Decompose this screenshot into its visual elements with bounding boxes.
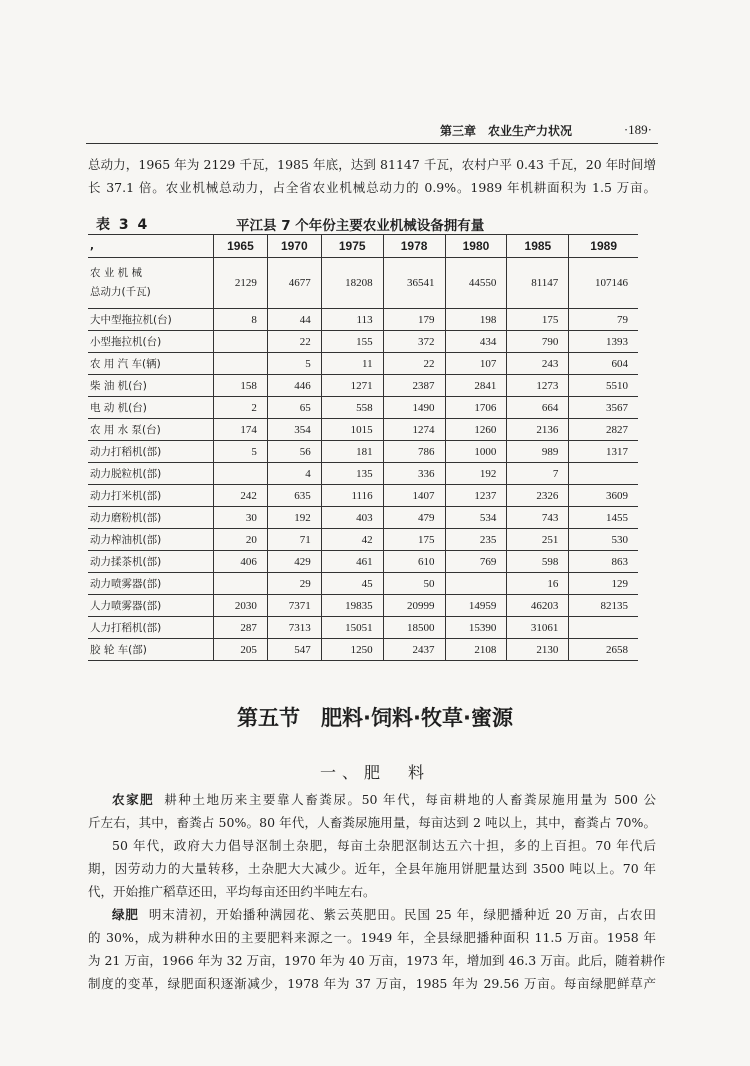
value-cell: 175	[507, 309, 569, 331]
value-cell: 20999	[383, 595, 445, 617]
value-cell	[569, 617, 638, 639]
value-cell: 3609	[569, 485, 638, 507]
value-cell: 2130	[507, 639, 569, 661]
value-cell: 65	[267, 397, 321, 419]
value-cell: 192	[267, 507, 321, 529]
value-cell: 2437	[383, 639, 445, 661]
value-cell: 863	[569, 551, 638, 573]
value-cell: 198	[445, 309, 507, 331]
value-cell: 547	[267, 639, 321, 661]
value-cell: 2841	[445, 375, 507, 397]
value-cell: 155	[321, 331, 383, 353]
table-label: 表 3 4	[96, 217, 150, 233]
value-cell: 5	[267, 353, 321, 375]
value-cell	[445, 573, 507, 595]
para-text: 耕种土地历来主要靠人畜粪尿。50 年代，每亩耕地的人畜粪尿施用量为 500 公	[164, 792, 656, 807]
value-cell: 46203	[507, 595, 569, 617]
value-cell: 15051	[321, 617, 383, 639]
value-cell	[569, 463, 638, 485]
value-cell: 135	[321, 463, 383, 485]
value-cell: 4	[267, 463, 321, 485]
value-cell: 192	[445, 463, 507, 485]
value-cell: 205	[214, 639, 268, 661]
value-cell: 429	[267, 551, 321, 573]
table-row	[88, 529, 638, 551]
header-rule	[86, 143, 658, 144]
term-label: 农家肥	[112, 792, 155, 807]
value-cell: 129	[569, 573, 638, 595]
value-cell: 242	[214, 485, 268, 507]
value-cell: 743	[507, 507, 569, 529]
value-cell: 2136	[507, 419, 569, 441]
year-header: 1970	[267, 235, 321, 258]
value-cell: 15390	[445, 617, 507, 639]
value-cell: 1393	[569, 331, 638, 353]
value-cell: 461	[321, 551, 383, 573]
table-row	[88, 617, 638, 639]
row-label: 动力打米机(部)	[88, 485, 214, 507]
para-line: 制度的变革，绿肥面积逐渐减少，1978 年为 37 万亩，1985 年为 29.56 万亩。每亩绿肥鲜草产	[88, 976, 656, 991]
table-row	[88, 375, 638, 397]
value-cell: 5510	[569, 375, 638, 397]
value-cell: 22	[383, 353, 445, 375]
table-title: 平江县 7 个年份主要农业机械设备拥有量	[236, 218, 485, 234]
table-row	[88, 485, 638, 507]
value-cell: 174	[214, 419, 268, 441]
chapter-title: 第三章 农业生产力状况	[440, 124, 573, 138]
value-cell: 175	[383, 529, 445, 551]
machinery-table	[88, 234, 638, 661]
row-label: 人力喷雾器(部)	[88, 595, 214, 617]
table-row	[88, 551, 638, 573]
para-line	[112, 907, 656, 923]
value-cell: 1015	[321, 419, 383, 441]
value-cell: 2387	[383, 375, 445, 397]
value-cell: 1407	[383, 485, 445, 507]
value-cell: 1273	[507, 375, 569, 397]
row-label: 人力打稻机(部)	[88, 617, 214, 639]
page-number: ·189·	[623, 122, 652, 137]
row-label: 动力榨油机(部)	[88, 529, 214, 551]
value-cell: 1455	[569, 507, 638, 529]
value-cell: 446	[267, 375, 321, 397]
section-title: 第五节 肥料·饲料·牧草·蜜源	[237, 706, 513, 730]
value-cell: 664	[507, 397, 569, 419]
value-cell: 786	[383, 441, 445, 463]
table-row	[88, 419, 638, 441]
intro-line: 长 37.1 倍。农业机械总动力，占全省农业机械总动力的 0.9%。1989 年机耕面积为 1.5 万亩。	[88, 180, 656, 195]
row-label: 动力打稻机(部)	[88, 441, 214, 463]
value-cell: 42	[321, 529, 383, 551]
value-cell: 2827	[569, 419, 638, 441]
value-cell: 113	[321, 309, 383, 331]
value-cell: 11	[321, 353, 383, 375]
value-cell: 79	[569, 309, 638, 331]
row-label: 农 用 汽 车(辆)	[88, 353, 214, 375]
value-cell: 45	[321, 573, 383, 595]
row-label: 动力喷雾器(部)	[88, 573, 214, 595]
table-row	[88, 507, 638, 529]
term-label: 绿肥	[112, 907, 139, 922]
year-header: 1975	[321, 235, 383, 258]
para-line	[112, 792, 656, 808]
value-cell: 3567	[569, 397, 638, 419]
value-cell: 287	[214, 617, 268, 639]
value-cell: 30	[214, 507, 268, 529]
value-cell: 107146	[569, 258, 638, 309]
value-cell: 598	[507, 551, 569, 573]
year-header: 1985	[507, 235, 569, 258]
value-cell: 7371	[267, 595, 321, 617]
value-cell: 1260	[445, 419, 507, 441]
value-cell: 20	[214, 529, 268, 551]
value-cell: 14959	[445, 595, 507, 617]
value-cell: 44550	[445, 258, 507, 309]
row-label: 动力磨粉机(部)	[88, 507, 214, 529]
para-line: 代，开始推广稻草还田，平均每亩还田约半吨左右。	[88, 884, 376, 899]
value-cell: 604	[569, 353, 638, 375]
row-label: 电 动 机(台)	[88, 397, 214, 419]
value-cell: 50	[383, 573, 445, 595]
value-cell: 18208	[321, 258, 383, 309]
value-cell: 243	[507, 353, 569, 375]
value-cell: 2326	[507, 485, 569, 507]
value-cell: 8	[214, 309, 268, 331]
running-header	[440, 122, 652, 139]
intro-line: 总动力，1965 年为 2129 千瓦，1985 年底，达到 81147 千瓦，农村户平 0.43 千瓦，20 年时间增	[88, 157, 656, 172]
value-cell: 19835	[321, 595, 383, 617]
year-header: 1965	[214, 235, 268, 258]
row-label-part: 总动力(千瓦)	[90, 286, 151, 298]
value-cell: 336	[383, 463, 445, 485]
table-row	[88, 573, 638, 595]
value-cell: 2129	[214, 258, 268, 309]
value-cell	[214, 353, 268, 375]
row-label: 大中型拖拉机(台)	[88, 309, 214, 331]
value-cell: 16	[507, 573, 569, 595]
year-header: 1980	[445, 235, 507, 258]
table-row	[88, 331, 638, 353]
value-cell: 81147	[507, 258, 569, 309]
table-row	[88, 397, 638, 419]
table-row	[88, 463, 638, 485]
value-cell: 2108	[445, 639, 507, 661]
value-cell: 1706	[445, 397, 507, 419]
value-cell	[214, 463, 268, 485]
value-cell	[214, 331, 268, 353]
value-cell: 2	[214, 397, 268, 419]
value-cell: 251	[507, 529, 569, 551]
value-cell: 1237	[445, 485, 507, 507]
value-cell: 769	[445, 551, 507, 573]
value-cell: 635	[267, 485, 321, 507]
table-row	[88, 441, 638, 463]
value-cell: 354	[267, 419, 321, 441]
row-label: 农 用 水 泵(台)	[88, 419, 214, 441]
row-label: 动力揉茶机(部)	[88, 551, 214, 573]
table-row	[88, 309, 638, 331]
value-cell: 7313	[267, 617, 321, 639]
value-cell: 534	[445, 507, 507, 529]
value-cell: 403	[321, 507, 383, 529]
table-row	[88, 595, 638, 617]
value-cell: 56	[267, 441, 321, 463]
value-cell: 1490	[383, 397, 445, 419]
year-header: 1978	[383, 235, 445, 258]
value-cell: 1317	[569, 441, 638, 463]
subsection-title: 一、肥 料	[319, 763, 430, 782]
value-cell: 22	[267, 331, 321, 353]
value-cell: 181	[321, 441, 383, 463]
value-cell: 1116	[321, 485, 383, 507]
para-text: 明末清初，开始播种满园花、紫云英肥田。民国 25 年，绿肥播种近 20 万亩，占农田	[148, 907, 656, 922]
value-cell: 44	[267, 309, 321, 331]
value-cell: 36541	[383, 258, 445, 309]
table-row	[88, 639, 638, 661]
value-cell: 5	[214, 441, 268, 463]
value-cell	[214, 573, 268, 595]
table-row	[88, 258, 638, 309]
row-label: 动力脱粒机(部)	[88, 463, 214, 485]
para-line: 期，因劳动力的大量转移，土杂肥大大减少。近年，全县年施用饼肥量达到 3500 吨以上。70 年	[88, 861, 656, 876]
value-cell: 372	[383, 331, 445, 353]
corner-cell: ,	[88, 235, 214, 258]
value-cell: 1000	[445, 441, 507, 463]
value-cell: 4677	[267, 258, 321, 309]
value-cell: 2658	[569, 639, 638, 661]
para-line: 50 年代，政府大力倡导沤制土杂肥，每亩土杂肥沤制达五六十担，多的上百担。70 年代后	[112, 838, 656, 853]
value-cell: 18500	[383, 617, 445, 639]
value-cell: 1250	[321, 639, 383, 661]
table-row	[88, 353, 638, 375]
row-label: 小型拖拉机(台)	[88, 331, 214, 353]
value-cell: 235	[445, 529, 507, 551]
value-cell: 29	[267, 573, 321, 595]
value-cell: 107	[445, 353, 507, 375]
value-cell: 989	[507, 441, 569, 463]
row-label: 柴 油 机(台)	[88, 375, 214, 397]
value-cell: 82135	[569, 595, 638, 617]
para-line: 的 30%，成为耕种水田的主要肥料来源之一。1949 年，全县绿肥播种面积 11.5 万亩。1958 年	[88, 930, 656, 945]
value-cell: 71	[267, 529, 321, 551]
value-cell: 158	[214, 375, 268, 397]
para-line: 为 21 万亩，1966 年为 32 万亩，1970 年为 40 万亩，1973 年，增加到 46.3 万亩。此后，随着耕作	[88, 953, 666, 968]
para-line: 斤左右，其中，畜粪占 50%。80 年代，人畜粪尿施用量，每亩达到 2 吨以上，其中，畜粪占 70%。	[88, 815, 656, 830]
row-label	[88, 258, 214, 309]
value-cell: 1274	[383, 419, 445, 441]
value-cell: 610	[383, 551, 445, 573]
value-cell: 7	[507, 463, 569, 485]
value-cell: 406	[214, 551, 268, 573]
value-cell: 2030	[214, 595, 268, 617]
value-cell: 530	[569, 529, 638, 551]
value-cell: 31061	[507, 617, 569, 639]
row-label: 胶 轮 车(部)	[88, 639, 214, 661]
value-cell: 558	[321, 397, 383, 419]
value-cell: 1271	[321, 375, 383, 397]
value-cell: 790	[507, 331, 569, 353]
row-label-part: 农 业 机 械	[90, 267, 143, 279]
value-cell: 479	[383, 507, 445, 529]
year-header: 1989	[569, 235, 638, 258]
value-cell: 434	[445, 331, 507, 353]
value-cell: 179	[383, 309, 445, 331]
table-header-row	[88, 235, 638, 258]
